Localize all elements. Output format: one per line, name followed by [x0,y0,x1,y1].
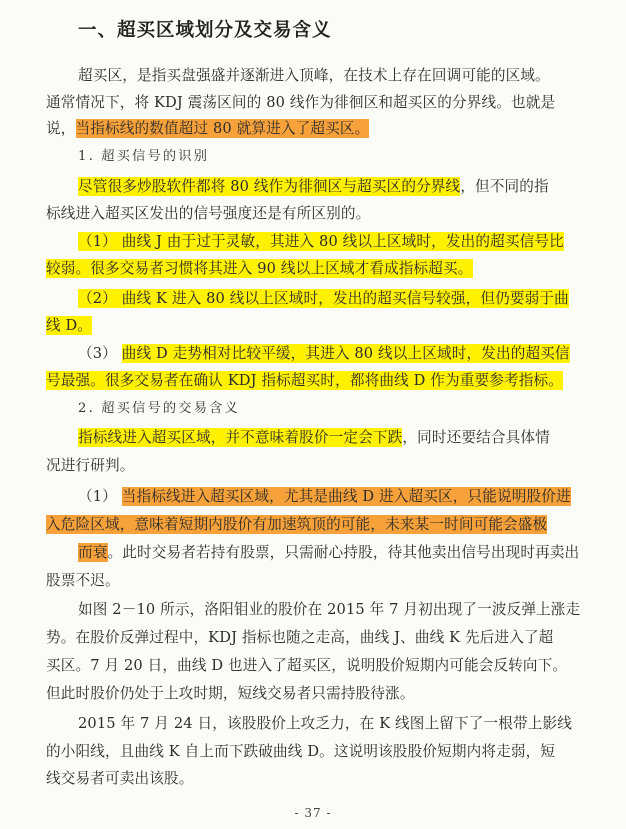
text-line [78,713,572,737]
text-segment: （1） [78,488,122,505]
text-line [78,599,580,623]
highlighted-text: 号最强。很多交易者在确认 KDJ 指标超买时，都将曲线 D 作为重要参考指标。 [46,372,563,389]
text-segment: 通常情况下，将 KDJ 震荡区间的 80 线作为徘徊区和超买区的分界线。也就是 [46,94,556,111]
text-segment: ，但不同的指 [460,178,549,195]
text-segment: 买区。7 月 20 日，曲线 D 也进入了超买区，说明股价短期内可能会反转向下。 [46,657,568,674]
text-segment: 2015 年 7 月 24 日，该股股价上攻乏力，在 K 线图上留下了一根带上影线 [78,715,572,732]
text-segment: 股票不迟。 [46,572,120,589]
section-heading: 一、超买区域划分及交易含义 [78,20,332,41]
text-segment: 势。在股价反弹过程中，KDJ 指标也随之走高，曲线 J、曲线 K 先后进入了超 [46,629,554,646]
subheading-line [78,146,209,170]
page-number: - 37 - [294,806,332,820]
text-line [46,514,547,538]
text-segment: 的小阳线，且曲线 K 自上而下跌破曲线 D。这说明该股股价短期内将走弱，短 [46,743,556,760]
text-line [46,370,563,394]
text-segment: 标线进入超买区发出的信号强度还是有所区别的。 [46,205,371,222]
highlighted-text: （1） 曲线 J 由于过于灵敏，其进入 80 线以上区域时，发出的超买信号比 [78,233,564,250]
text-line [78,231,564,255]
highlighted-text: （2） 曲线 K 进入 80 线以上区域时，发出的超买信号较强，但仍要弱于曲 [78,290,569,307]
text-line [46,627,553,651]
text-segment: 如图 2－10 所示，洛阳钼业的股价在 2015 年 7 月初出现了一波反弹上涨走 [78,601,581,618]
text-line [46,315,92,339]
text-line [78,542,579,566]
text-segment: 超买区，是指买盘强盛并逐渐进入顶峰，在技术上存在回调可能的区域。 [78,67,550,84]
highlighted-text: 当指标线进入超买区域，尤其是曲线 D 进入超买区，只能说明股价进 [121,488,571,505]
text-line [78,486,571,510]
text-line [78,427,550,451]
text-line [46,92,555,116]
text-segment: 但此时股价仍处于上攻时期，短线交易者只需持股待涨。 [46,685,415,702]
text-line [46,455,134,479]
text-segment: 2. 超买信号的交易含义 [78,401,240,416]
highlighted-text: 入危险区域，意味着短期内股价有加速筑顶的可能，未来某一时间可能会盛极 [46,516,548,533]
text-line [78,65,550,89]
text-line [78,343,570,367]
highlighted-text: 曲线 D 走势相对比较平缓，其进入 80 线以上区域时，发出的超买信 [121,345,570,362]
text-segment: ，同时还要结合具体情 [402,429,550,446]
highlighted-text: 指标线进入超买区域，并不意味着股价一定会下跌 [78,429,403,446]
text-line [78,288,569,312]
highlighted-text: 尽管很多炒股软件都将 80 线作为徘徊区与超买区的分界线 [78,178,461,195]
text-line [46,768,193,792]
subheading-line [78,398,240,422]
text-line [46,655,567,679]
text-segment: 说， [46,120,76,137]
text-segment: 况进行研判。 [46,457,135,474]
highlighted-text: 当指标线的数值超过 80 就算进入了超买区。 [75,120,370,137]
text-line [46,741,555,765]
text-segment: 1. 超买信号的识别 [78,149,210,164]
text-line [46,683,415,707]
text-segment: （3） [78,345,122,362]
highlighted-text: 较弱。很多交易者习惯将其进入 90 线以上区域才看成指标超买。 [46,260,473,277]
highlighted-text: 线 D。 [46,317,93,334]
text-line [78,176,549,200]
text-line [46,258,473,282]
text-line [46,118,369,142]
highlighted-text: 而衰 [78,544,108,561]
text-line [46,570,120,594]
text-segment: 线交易者可卖出该股。 [46,770,194,787]
text-segment: 。此时交易者若持有股票，只需耐心持股，待其他卖出信号出现时再卖出 [107,544,580,561]
text-line [46,203,370,227]
